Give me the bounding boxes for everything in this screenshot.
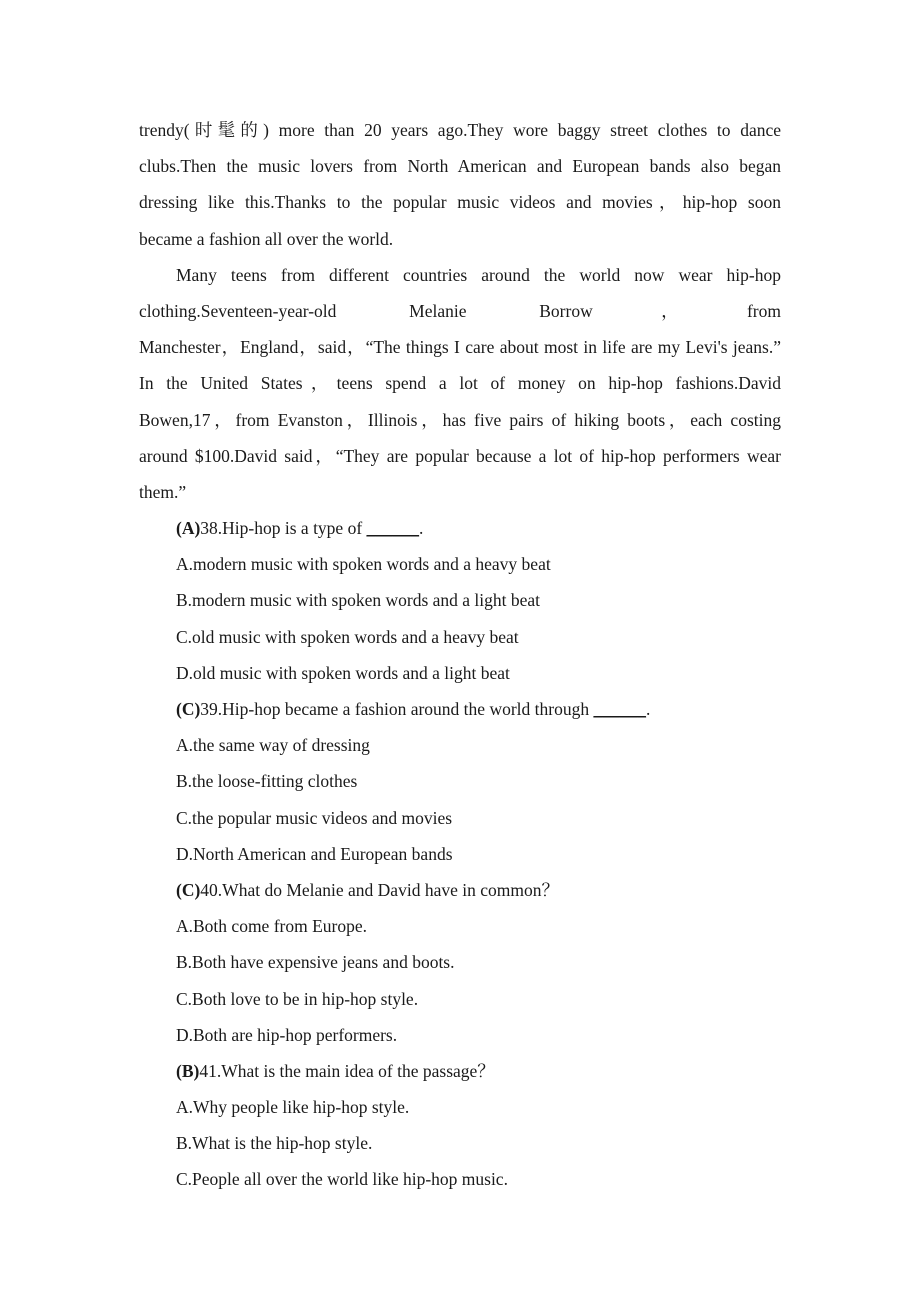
answer-key: (B)	[176, 1060, 200, 1081]
option-d: D.North American and European bands	[176, 843, 453, 864]
question-38	[139, 510, 781, 546]
option-a: A.modern music with spoken words and a heavy beat	[176, 554, 551, 575]
option-b: B.modern music with spoken words and a light beat	[176, 590, 541, 611]
option-b: B.Both have expensive jeans and boots.	[176, 952, 455, 973]
question-41	[139, 1053, 781, 1089]
question-stem: 38.Hip-hop is a type of	[200, 518, 367, 539]
answer-blank: ______	[366, 518, 420, 539]
question-stem: 39.Hip-hop became a fashion around the world through	[200, 699, 594, 719]
option-d: D.old music with spoken words and a light beat	[176, 662, 510, 683]
answer-blank: ______	[593, 699, 646, 719]
option-a: A.the same way of dressing	[176, 735, 370, 756]
option-b: B.the loose-fitting clothes	[176, 771, 358, 792]
answer-key: (C)	[176, 879, 201, 900]
paragraph-line: trendy(时髦的) more than 20 years ago.They wore baggy street clothes to dance	[139, 120, 781, 140]
option-a: A.Why people like hip-hop style.	[176, 1097, 410, 1118]
question-stem: 40.What do Melanie and David have in common？	[200, 879, 559, 900]
option-c: C.the popular music videos and movies	[176, 807, 453, 828]
paragraph-line: clothing.Seventeen-year-old Melanie Borrow，from	[139, 300, 781, 321]
answer-key: (C)	[176, 699, 201, 719]
question-40	[139, 872, 781, 908]
paragraph-line: In the United States，teens spend a lot of money on hip-hop fashions.David	[139, 373, 781, 394]
paragraph-line: Many teens from different countries around the world now wear hip-hop	[176, 264, 781, 285]
option-b: B.What is the hip-hop style.	[176, 1133, 373, 1154]
option-d: D.Both are hip-hop performers.	[176, 1024, 398, 1045]
paragraph-line: around $100.David said，“They are popular because a lot of hip-hop performers wear	[139, 445, 781, 466]
paragraph-line: Bowen,17，from Evanston，Illinois，has five pairs of hiking boots，each costing	[139, 409, 781, 430]
option-c: C.old music with spoken words and a heavy beat	[176, 626, 519, 647]
option-c: C.Both love to be in hip-hop style.	[176, 988, 419, 1009]
question-end: .	[645, 699, 651, 719]
paragraph-line: Manchester，England，said，“The things I care about most in life are my Levi's jeans.”	[139, 337, 781, 358]
paragraph-line: clubs.Then the music lovers from North American and European bands also began	[139, 156, 781, 177]
question-39	[139, 691, 781, 727]
paragraph-line: became a fashion all over the world.	[139, 228, 394, 249]
option-c: C.People all over the world like hip-hop music.	[176, 1169, 508, 1190]
question-stem: 41.What is the main idea of the passage？	[199, 1060, 495, 1081]
paragraph-line: dressing like this.Thanks to the popular music videos and movies，hip-hop soon	[139, 192, 781, 213]
option-a: A.Both come from Europe.	[176, 916, 367, 937]
paragraph-line: them.”	[139, 481, 187, 502]
page-content	[139, 112, 781, 1198]
question-end: .	[419, 518, 424, 539]
answer-key: (A)	[176, 518, 201, 539]
